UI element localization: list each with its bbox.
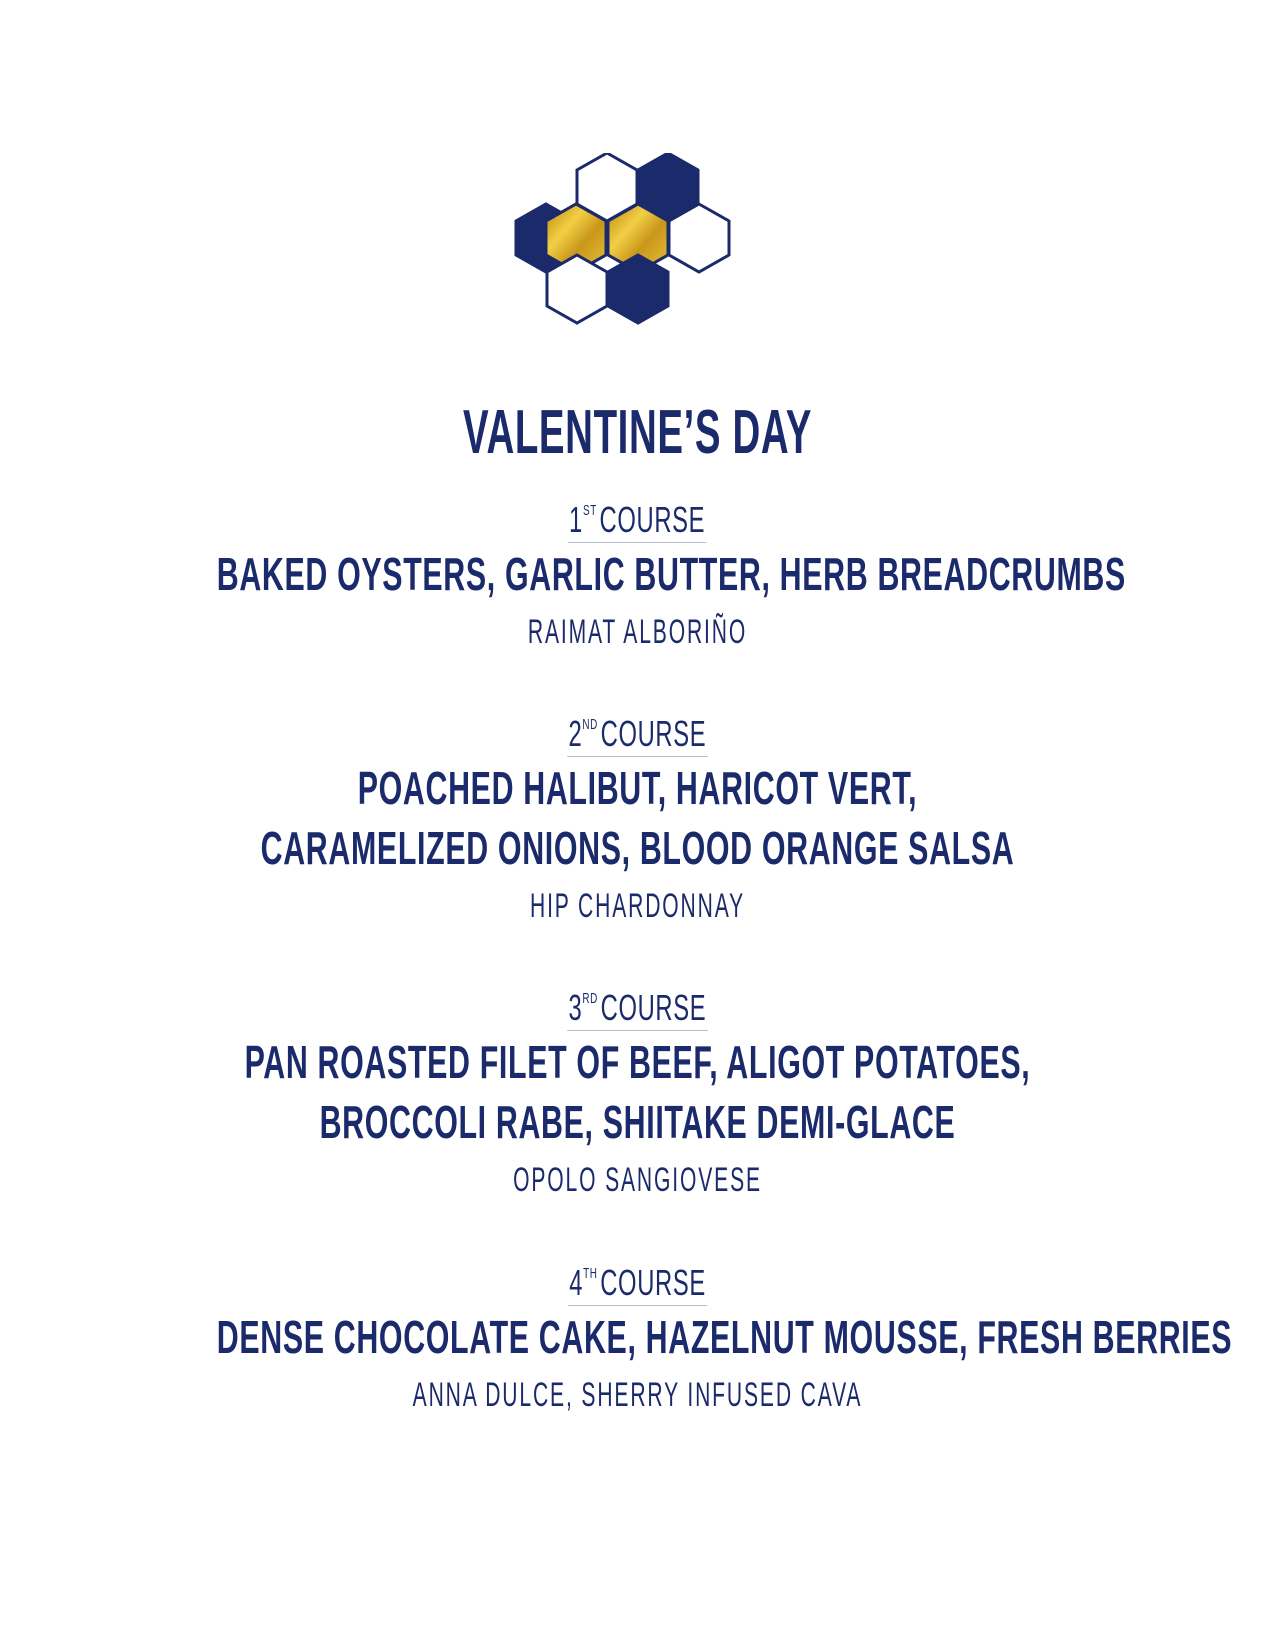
course-ordinal-suffix: ND	[582, 716, 599, 733]
course-number: 4	[569, 1262, 584, 1303]
dish-line: PAN ROASTED FILET OF BEEF, ALIGOT POTATOES,	[244, 1036, 1031, 1088]
course-number: 1	[569, 499, 584, 540]
course-number: 3	[568, 987, 583, 1028]
course-4	[0, 1263, 1275, 1423]
wine-pairing: HIP CHARDONNAY	[529, 887, 746, 925]
course-2	[0, 714, 1275, 934]
dish-line: CARAMELIZED ONIONS, BLOOD ORANGE SALSA	[260, 822, 1015, 874]
course-3	[0, 988, 1275, 1208]
dish-line: BAKED OYSTERS, GARLIC BUTTER, HERB BREADCRUMBS	[216, 548, 1126, 600]
course-1	[0, 500, 1275, 660]
course-label: COURSE	[600, 1262, 706, 1303]
dish-line: BROCCOLI RABE, SHIITAKE DEMI-GLACE	[319, 1096, 956, 1148]
course-ordinal-suffix: ST	[583, 502, 598, 519]
hexagon-white-bottom	[547, 255, 607, 323]
dish-line: POACHED HALIBUT, HARICOT VERT,	[357, 762, 918, 814]
dish-line: DENSE CHOCOLATE CAKE, HAZELNUT MOUSSE, FRESH BERRIES	[216, 1311, 1233, 1363]
honeycomb-logo-icon	[500, 153, 780, 353]
course-number: 2	[568, 713, 583, 754]
course-ordinal-suffix: TH	[583, 1265, 598, 1282]
course-heading	[568, 500, 707, 543]
course-label: COURSE	[600, 987, 707, 1028]
hexagon-white-right	[669, 204, 729, 272]
course-ordinal-suffix: RD	[582, 990, 599, 1007]
menu-title: VALENTINE’S DAY	[463, 398, 812, 467]
course-heading	[567, 988, 707, 1031]
hexagon-navy-bottom	[608, 255, 668, 323]
course-heading	[567, 714, 707, 757]
course-label: COURSE	[599, 499, 706, 540]
wine-pairing: RAIMAT ALBORIÑO	[527, 613, 748, 651]
wine-pairing: OPOLO SANGIOVESE	[513, 1161, 762, 1199]
course-label: COURSE	[600, 713, 707, 754]
course-heading	[568, 1263, 707, 1306]
wine-pairing: ANNA DULCE, SHERRY INFUSED CAVA	[412, 1376, 863, 1414]
